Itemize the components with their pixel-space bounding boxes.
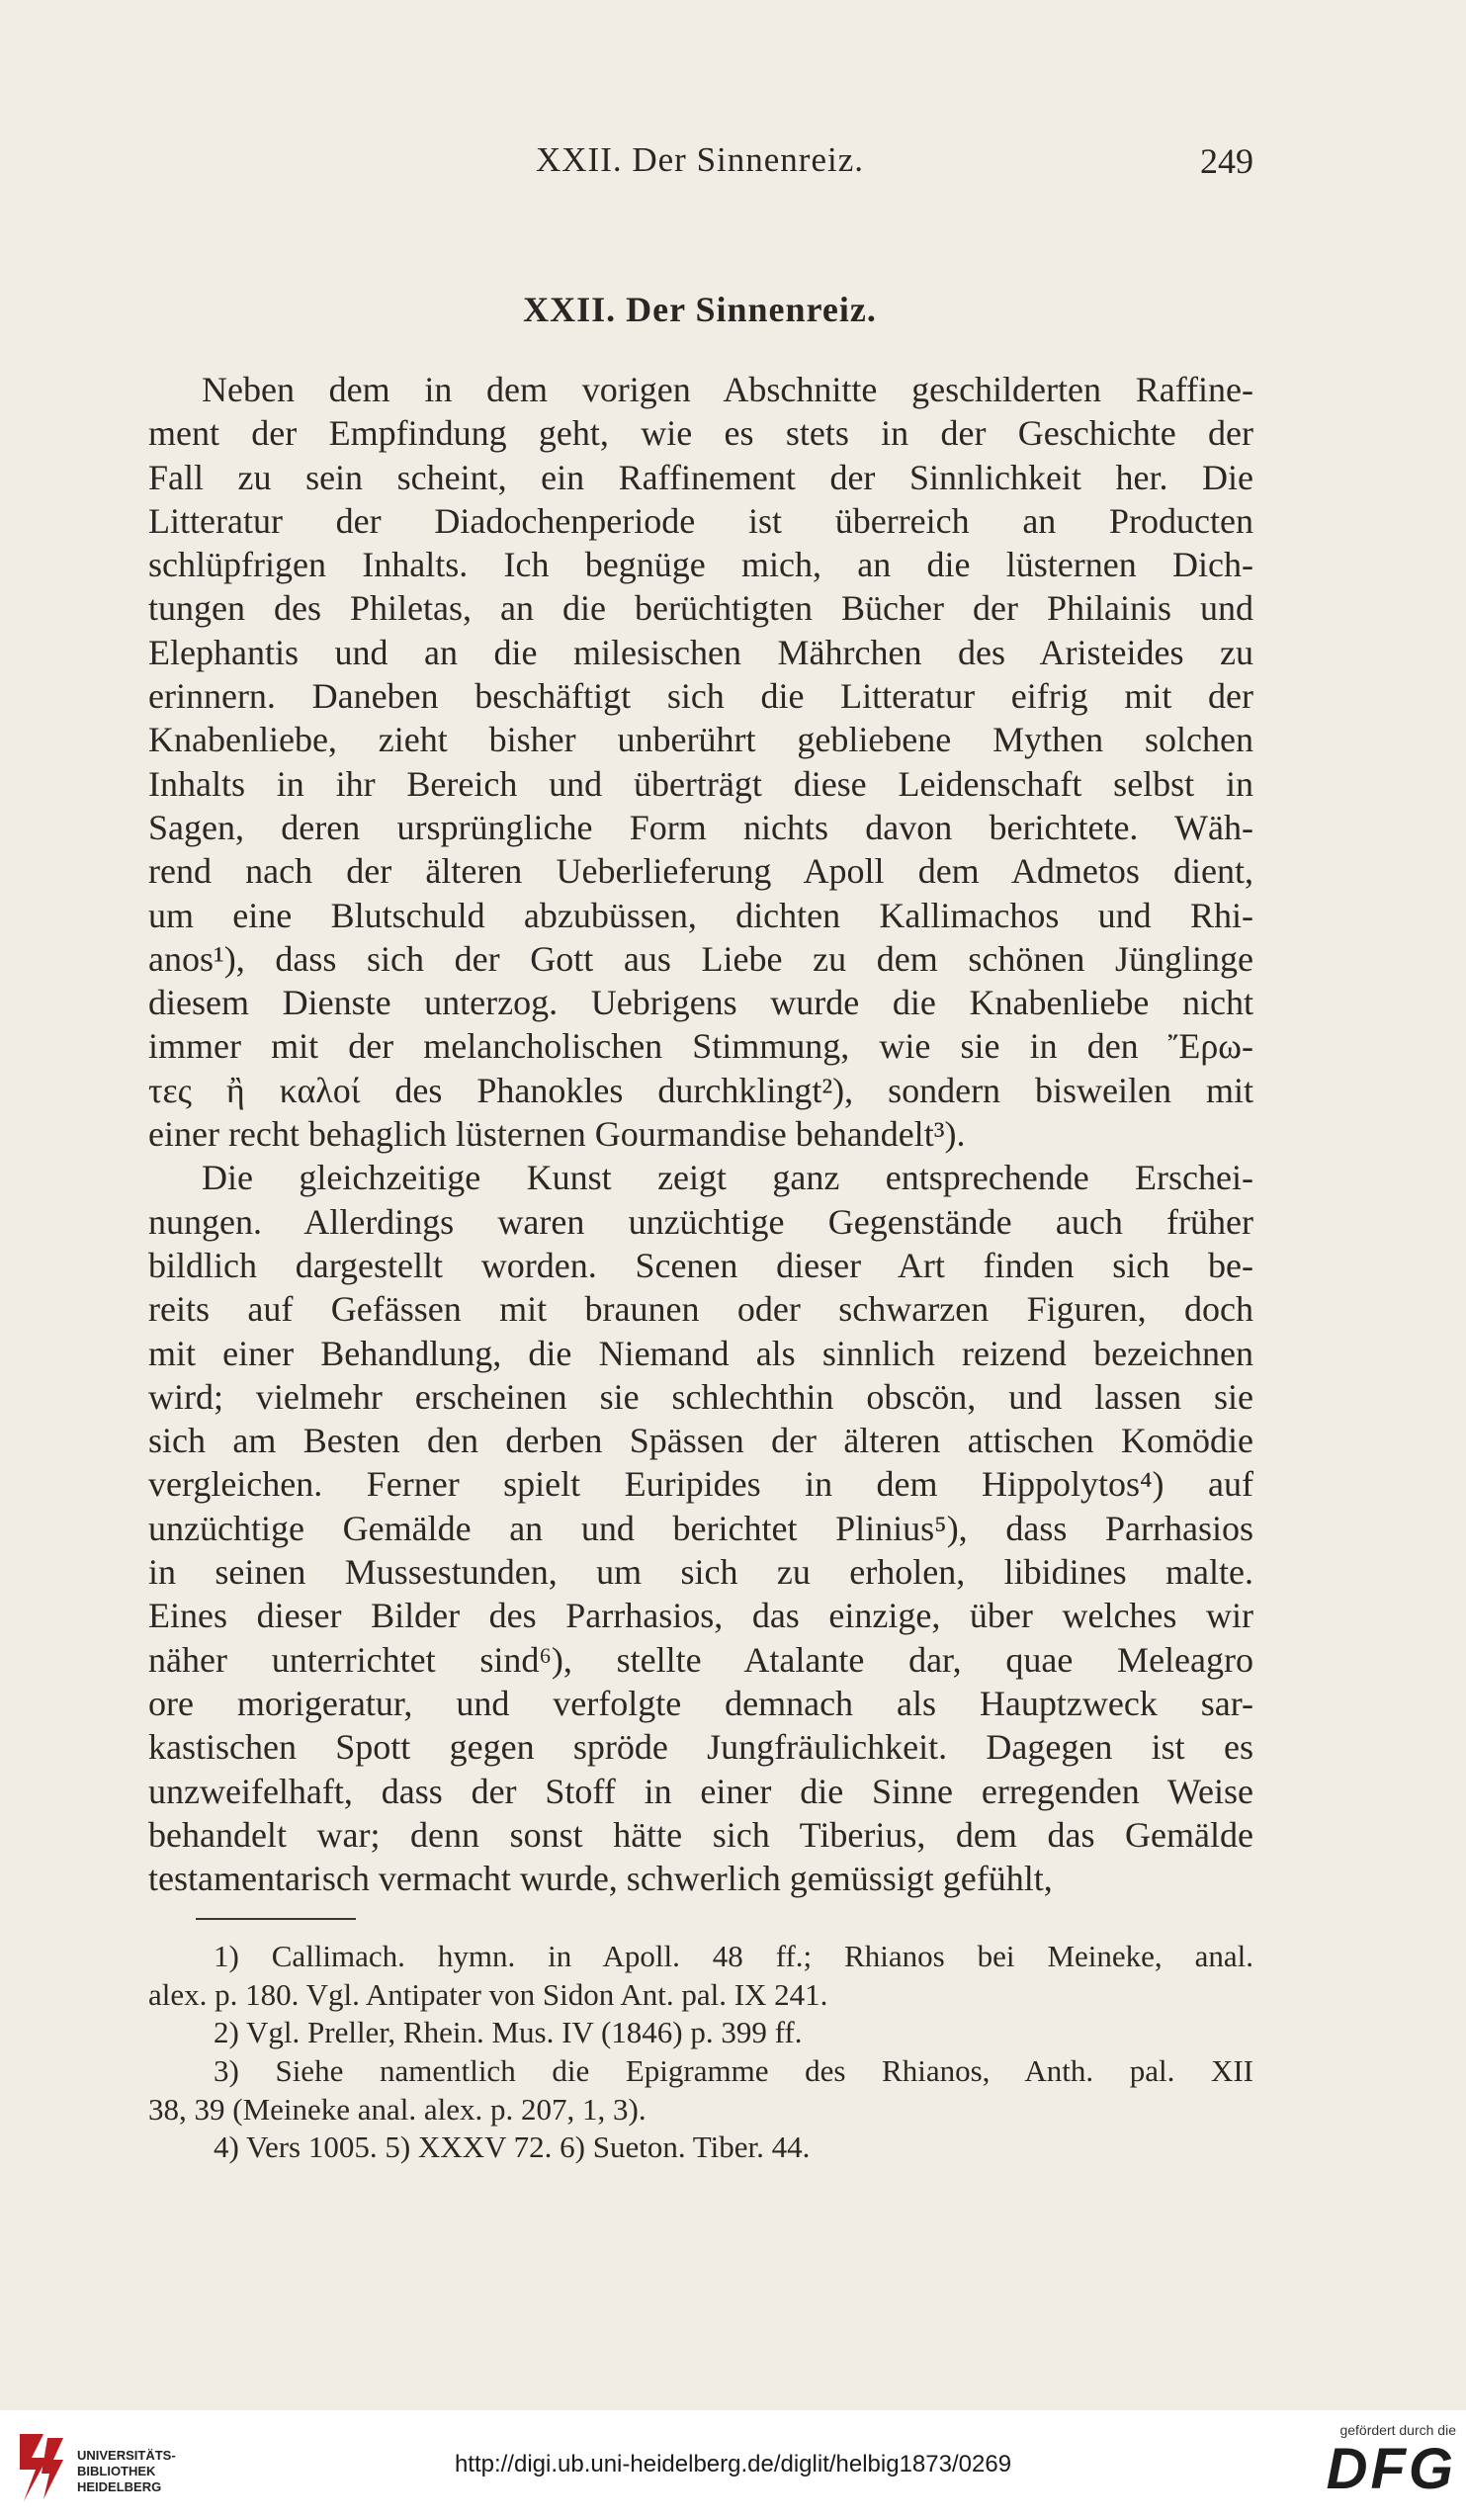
funding-caption: gefördert durch die xyxy=(1339,2422,1456,2438)
text-line: um eine Blutschuld abzubüssen, dichten Kallimachos und Rhi- xyxy=(148,895,1253,935)
library-name-line: BIBLIOTHEK xyxy=(77,2464,156,2478)
library-name-line: UNIVERSITÄTS- xyxy=(77,2448,176,2463)
footnote-rule xyxy=(196,1918,356,1920)
text-line: Sagen, deren ursprüngliche Form nichts davon berichtete. Wäh- xyxy=(148,807,1253,847)
text-line: näher unterrichtet sind⁶), stellte Atalante dar, quae Meleagro xyxy=(148,1639,1253,1680)
text-line: immer mit der melancholischen Stimmung, wie sie in den Ἔρω- xyxy=(148,1026,1253,1067)
text-line: unzweifelhaft, dass der Stoff in einer die Sinne erregenden Weise xyxy=(148,1771,1253,1811)
text-line: behandelt war; denn sonst hätte sich Tiberius, dem das Gemälde xyxy=(148,1814,1253,1855)
dfg-logo: DFG xyxy=(1326,2437,1456,2501)
text-line: Eines dieser Bilder des Parrhasios, das einzige, über welches wir xyxy=(148,1596,1253,1636)
text-line: unzüchtige Gemälde an und berichtet Plinius⁵), dass Parrhasios xyxy=(148,1508,1253,1548)
body-text xyxy=(148,368,1253,1900)
text-line: testamentarisch vermacht wurde, schwerlich gemüssigt gefühlt, xyxy=(148,1859,1053,1899)
text-line: nungen. Allerdings waren unzüchtige Gegenstände auch früher xyxy=(148,1201,1253,1242)
footnotes xyxy=(148,1938,1253,2167)
text-line: Litteratur der Diadochenperiode ist überreich an Producten xyxy=(148,500,1253,541)
text-line: in seinen Mussestunden, um sich zu erholen, libidines malte. xyxy=(148,1552,1253,1593)
running-title: XXII. Der Sinnenreiz. xyxy=(535,140,864,179)
funder-block[interactable] xyxy=(1298,2422,1456,2511)
text-line: erinnern. Daneben beschäftigt sich die Litteratur eifrig mit der xyxy=(148,676,1253,717)
footnote-line: 1) Callimach. hymn. in Apoll. 48 ff.; Rhianos bei Meineke, anal. xyxy=(214,1939,1253,1973)
permalink-url[interactable]: http://digi.ub.uni-heidelberg.de/diglit/helbig1873/0269 xyxy=(454,2451,1012,2477)
text-line: Knabenliebe, zieht bisher unberührt gebliebene Mythen solchen xyxy=(148,720,1253,760)
text-line: Elephantis und an die milesischen Mährchen des Aristeides zu xyxy=(148,632,1253,672)
text-line: vergleichen. Ferner spielt Euripides in dem Hippolytos⁴) auf xyxy=(148,1464,1253,1505)
footnote-line: 3) Siehe namentlich die Epigramme des Rhianos, Anth. pal. XII xyxy=(214,2053,1253,2089)
text-line: bildlich dargestellt worden. Scenen dieser Art finden sich be- xyxy=(148,1245,1253,1285)
text-line: Die gleichzeitige Kunst zeigt ganz entsprechende Erschei- xyxy=(202,1158,1253,1198)
footnote-line: alex. p. 180. Vgl. Antipater von Sidon Ant. pal. IX 241. xyxy=(148,1976,828,2012)
text-line: mit einer Behandlung, die Niemand als sinnlich reizend bezeichnen xyxy=(148,1333,1253,1373)
footnote-line: 2) Vgl. Preller, Rhein. Mus. IV (1846) p. 399 ff. xyxy=(214,2015,803,2050)
text-line: schlüpfrigen Inhalts. Ich begnüge mich, an die lüsternen Dich- xyxy=(148,545,1253,585)
text-line: einer recht behaglich lüsternen Gourmandise behandelt³). xyxy=(148,1114,966,1155)
text-line: τες ἢ καλοί des Phanokles durchklingt²), sondern bisweilen mit xyxy=(148,1070,1253,1110)
footnote-line: 4) Vers 1005. 5) XXXV 72. 6) Sueton. Tiber. 44. xyxy=(214,2129,811,2165)
text-line: Inhalts in ihr Bereich und überträgt diese Leidenschaft selbst in xyxy=(148,763,1253,804)
text-line: Fall zu sein scheint, ein Raffinement der Sinnlichkeit her. Die xyxy=(148,457,1253,497)
text-line: ment der Empfindung geht, wie es stets in der Geschichte der xyxy=(148,413,1253,454)
library-name-line: HEIDELBERG xyxy=(77,2479,162,2494)
text-line: Neben dem in dem vorigen Abschnitte geschilderten Raffine- xyxy=(202,370,1253,409)
section-heading: XXII. Der Sinnenreiz. xyxy=(523,290,877,329)
footnote-line: 38, 39 (Meineke anal. alex. p. 207, 1, 3). xyxy=(148,2091,647,2127)
text-line: rend nach der älteren Ueberlieferung Apoll dem Admetos dient, xyxy=(148,851,1253,892)
footer-bar xyxy=(0,2410,1466,2520)
text-line: kastischen Spott gegen spröde Jungfräulichkeit. Dagegen ist es xyxy=(148,1727,1253,1768)
text-line: anos¹), dass sich der Gott aus Liebe zu dem schönen Jünglinge xyxy=(148,938,1253,979)
text-line: wird; vielmehr erscheinen sie schlechthin obscön, und lassen sie xyxy=(148,1376,1253,1417)
text-line: ore morigeratur, und verfolgte demnach als Hauptzweck sar- xyxy=(148,1683,1253,1723)
page-number: 249 xyxy=(1200,141,1253,181)
text-line: reits auf Gefässen mit braunen oder schwarzen Figuren, doch xyxy=(148,1289,1253,1330)
page-header xyxy=(146,136,1253,192)
text-line: tungen des Philetas, an die berüchtigten Bücher der Philainis und xyxy=(148,588,1253,629)
text-line: sich am Besten den derben Spässen der älteren attischen Komödie xyxy=(148,1421,1253,1461)
text-line: diesem Dienste unterzog. Uebrigens wurde die Knabenliebe nicht xyxy=(148,983,1253,1023)
